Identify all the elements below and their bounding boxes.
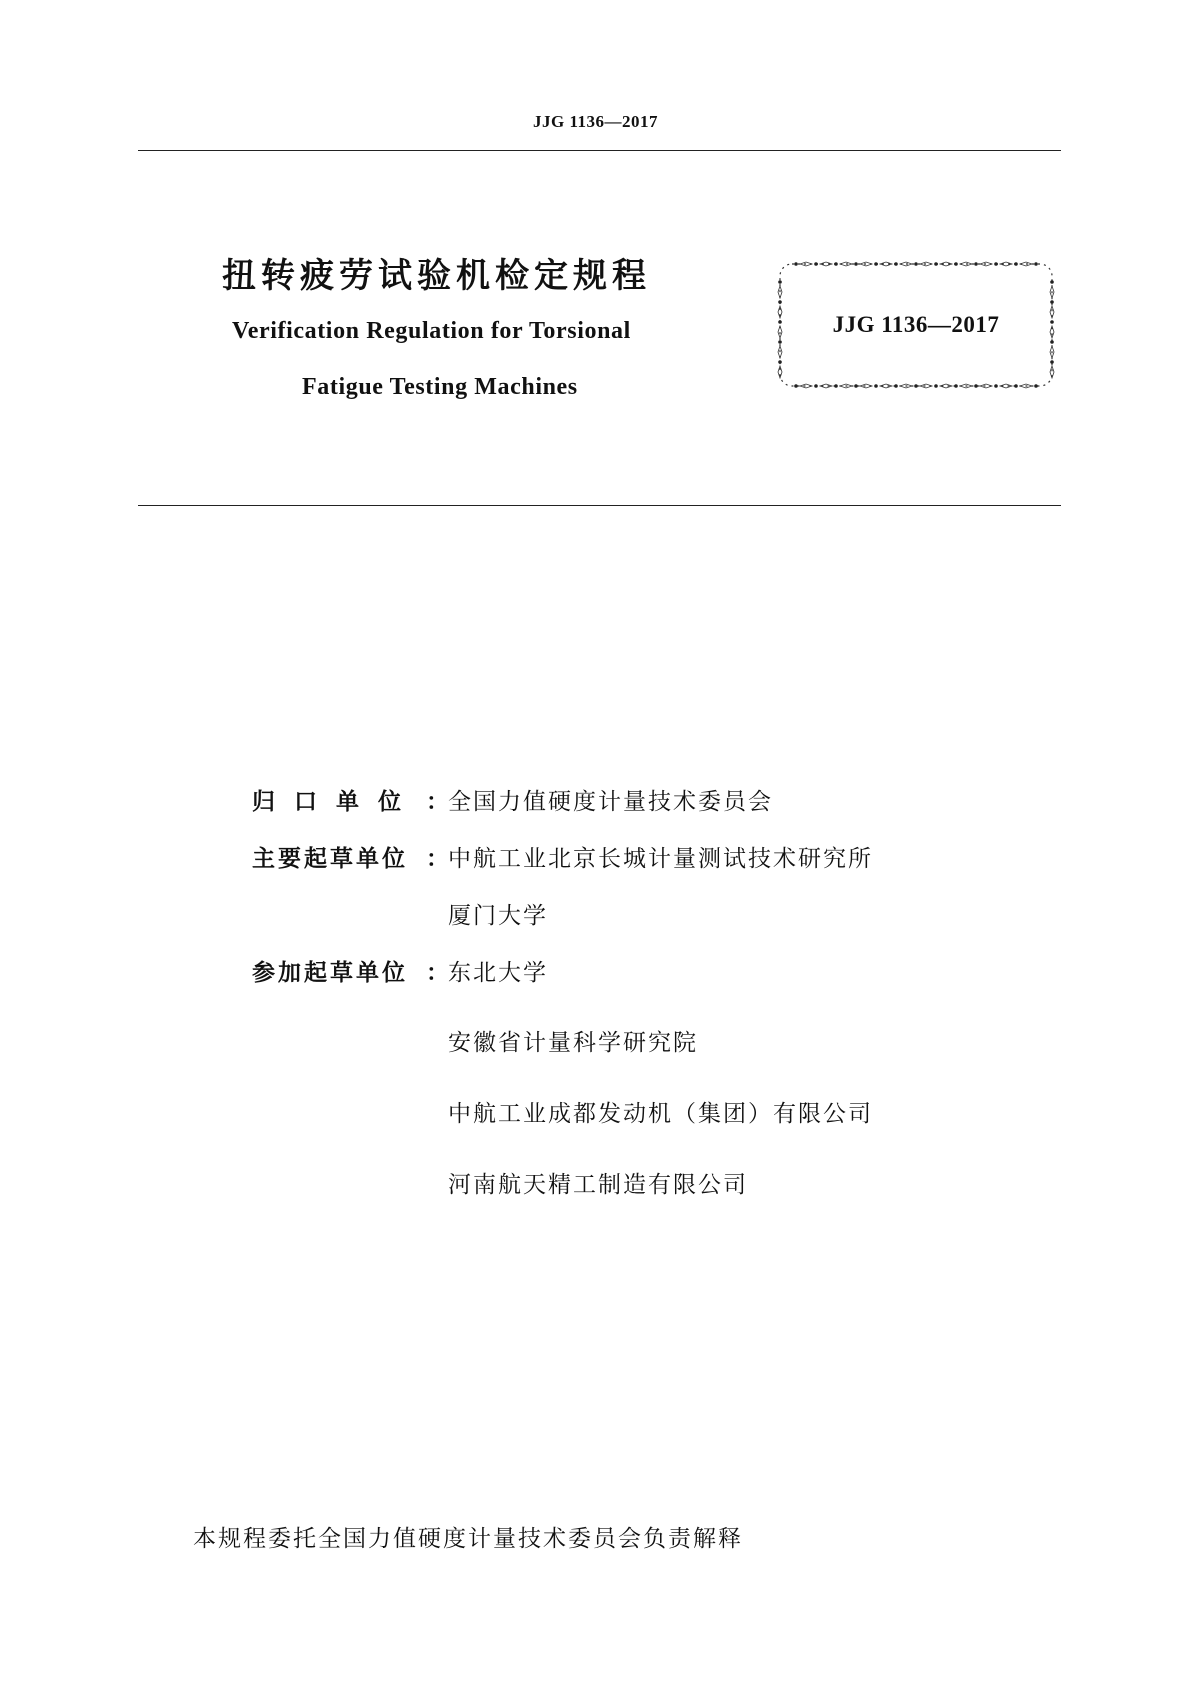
border-dot (854, 262, 858, 266)
border-dot (854, 384, 858, 388)
org-value-main-drafting-2: 厦门大学 (448, 903, 548, 929)
org-label-responsible: 归口单位 (252, 789, 420, 815)
border-diamond (940, 262, 952, 266)
border-dot (778, 300, 782, 304)
border-dot (994, 384, 998, 388)
org-colon: ： (426, 789, 449, 815)
border-dot (894, 384, 898, 388)
org-colon: ： (426, 960, 449, 986)
border-dot (794, 262, 798, 266)
org-value-participating-2: 安徽省计量科学研究院 (448, 1030, 698, 1056)
org-value-participating-1: 东北大学 (448, 960, 548, 986)
border-diamond (820, 262, 832, 266)
border-dot (814, 384, 818, 388)
border-dot (794, 384, 798, 388)
border-dot (1014, 262, 1018, 266)
border-diamond (778, 366, 782, 378)
title-divider (138, 505, 1061, 506)
border-dot (934, 384, 938, 388)
border-diamond (1000, 262, 1012, 266)
border-dot (874, 384, 878, 388)
title-chinese: 扭转疲劳试验机检定规程 (222, 256, 651, 296)
border-dot (1050, 340, 1054, 344)
border-dot (778, 360, 782, 364)
border-dot (994, 262, 998, 266)
org-colon: ： (426, 846, 449, 872)
border-dot (778, 280, 782, 284)
title-english-line-1: Verification Regulation for Torsional (232, 318, 631, 344)
org-value-participating-3: 中航工业成都发动机（集团）有限公司 (448, 1101, 873, 1127)
footer-interpretation-note: 本规程委托全国力值硬度计量技术委员会负责解释 (193, 1526, 743, 1552)
border-dot (954, 384, 958, 388)
header-standard-code: JJG 1136—2017 (532, 112, 659, 131)
standard-code-box-text: JJG 1136—2017 (832, 312, 1000, 337)
border-dot (1034, 384, 1038, 388)
border-dot (914, 262, 918, 266)
header-divider (138, 150, 1061, 151)
border-dot (834, 384, 838, 388)
border-dot (974, 384, 978, 388)
org-label-main-drafting: 主要起草单位 (252, 846, 408, 872)
org-value-responsible: 全国力值硬度计量技术委员会 (448, 789, 773, 815)
border-dot (814, 262, 818, 266)
border-dot (974, 262, 978, 266)
border-dot (954, 262, 958, 266)
border-dot (778, 340, 782, 344)
border-dot (1050, 280, 1054, 284)
org-value-participating-4: 河南航天精工制造有限公司 (448, 1172, 748, 1198)
border-dot (1050, 360, 1054, 364)
border-dot (914, 384, 918, 388)
border-dot (894, 262, 898, 266)
org-value-main-drafting-1: 中航工业北京长城计量测试技术研究所 (448, 846, 873, 872)
border-dot (1050, 300, 1054, 304)
border-dot (1034, 262, 1038, 266)
border-diamond (880, 262, 892, 266)
border-dot (1014, 384, 1018, 388)
standard-code-box (774, 258, 1058, 392)
border-dot (934, 262, 938, 266)
border-dot (834, 262, 838, 266)
org-label-participating-drafting: 参加起草单位 (252, 960, 408, 986)
title-english-line-2: Fatigue Testing Machines (302, 374, 578, 400)
border-dot (874, 262, 878, 266)
